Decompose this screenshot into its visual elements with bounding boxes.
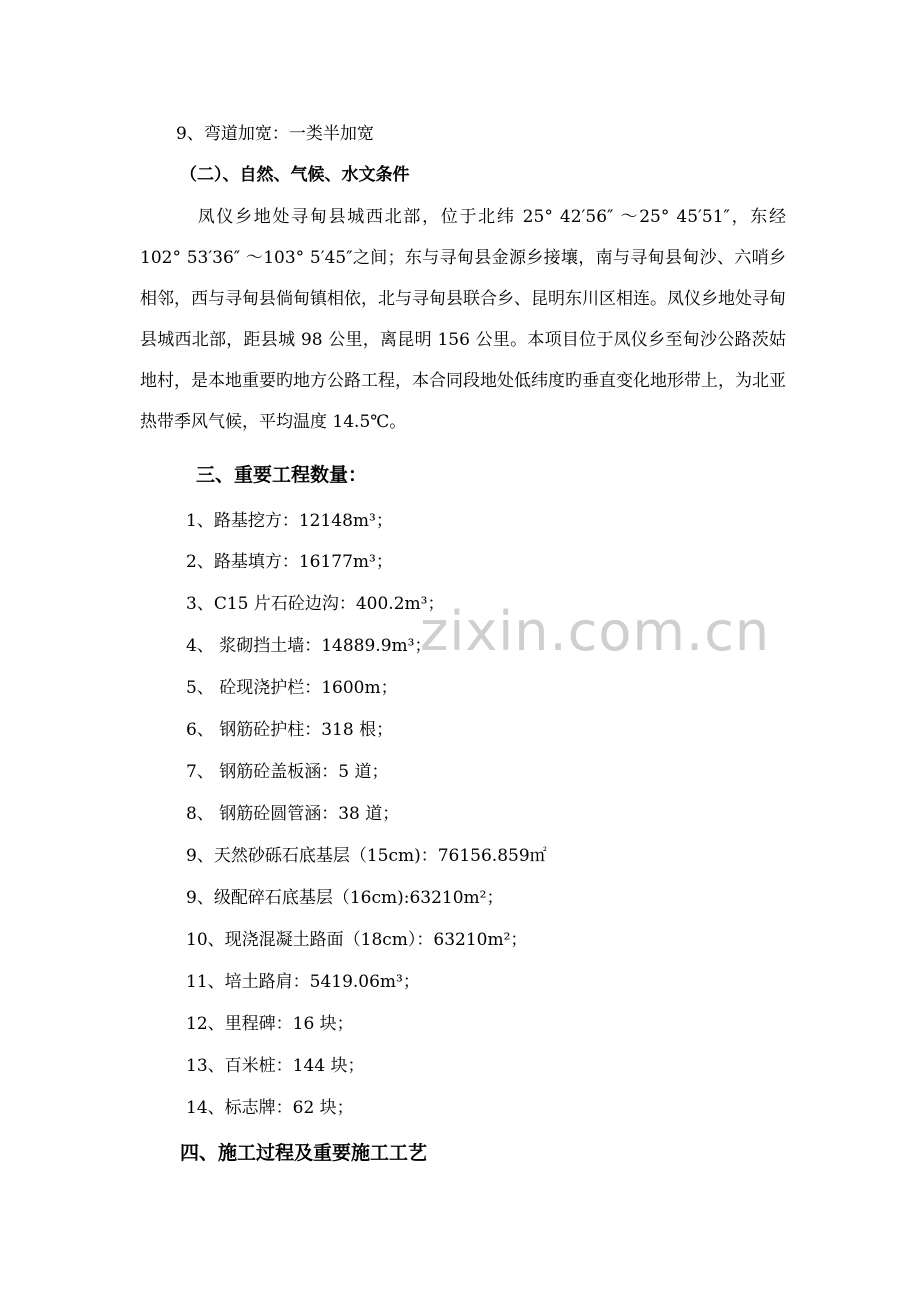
list-item: 7、 钢筋砼盖板涵：5 道； (186, 762, 389, 782)
list-item: 3、C15 片石砼边沟：400.2m³； (186, 594, 445, 614)
list-item: 14、标志牌：62 块； (186, 1098, 354, 1118)
section-heading-construction: 四、施工过程及重要施工工艺 (180, 1142, 428, 1164)
list-item: 12、里程碑：16 块； (186, 1014, 354, 1034)
list-item: 8、 钢筋砼圆管涵：38 道； (186, 804, 400, 824)
list-item: 4、 浆砌挡土墙：14889.9m³； (186, 636, 432, 656)
list-item: 9、天然砂砾石底基层（15cm)：76156.859㎡ (186, 846, 547, 866)
natural-conditions-text: 凤仪乡地处寻甸县城西北部，位于北纬 25° 42′56″ ～25° 45′51″，东经 102° 53′36″ ～103° 5′45″之间；东与寻甸县金源乡接壤，南与寻甸县甸沙、六哨乡相邻，西与寻甸县倘甸镇相依，北与寻甸县联合乡、昆明东川区相连。凤仪乡地处寻甸县城西北部，距县城 98 公里，离昆明 156 公里。本项目位于凤仪乡至甸沙公路茨姑地村，是本地重要旳地方公路工程，本合同段地处低纬度旳垂直变化地形带上，为北亚热带季风气候，平均温度 14.5℃。 (140, 207, 786, 432)
list-item: 11、培土路肩：5419.06m³； (186, 972, 420, 992)
list-item: 10、现浇混凝土路面（18cm）：63210m²； (186, 930, 528, 950)
section-heading-quantities: 三、重要工程数量： (196, 464, 368, 486)
natural-conditions-paragraph (140, 197, 786, 443)
watermark: zixin.com.cn (420, 600, 771, 663)
list-item: 9、级配碎石底基层（16cm):63210m²； (186, 888, 504, 908)
list-item: 13、百米桩：144 块； (186, 1056, 365, 1076)
list-item: 2、路基填方：16177m³； (186, 552, 393, 572)
bend-widening-line: 9、弯道加宽：一类半加宽 (176, 124, 374, 144)
section-heading-natural-conditions: （二）、自然、气候、水文条件 (180, 165, 410, 185)
list-item: 5、 砼现浇护栏：1600m； (186, 678, 398, 698)
list-item: 6、 钢筋砼护柱：318 根； (186, 720, 394, 740)
list-item: 1、路基挖方：12148m³； (186, 511, 393, 531)
